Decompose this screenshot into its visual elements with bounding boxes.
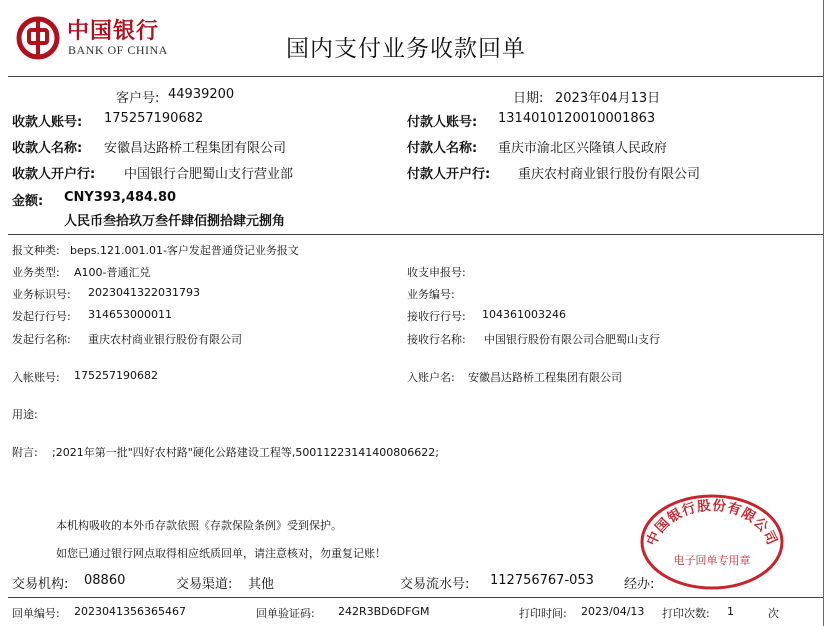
msg-type-label: 报文种类:	[12, 244, 60, 257]
biz-type-label: 业务类型:	[12, 266, 60, 279]
recv-bank-no-label: 接收行行号:	[407, 310, 466, 323]
divider	[8, 76, 823, 77]
payee-bank-label: 收款人开户行:	[12, 167, 96, 182]
payee-name-label: 收款人名称:	[12, 141, 83, 156]
payee-name: 安徽昌达路桥工程集团有限公司	[104, 141, 287, 156]
send-bank-name: 重庆农村商业银行股份有限公司	[88, 333, 242, 346]
msg-type: beps.121.001.01-客户发起普通贷记业务报文	[70, 244, 299, 257]
divider	[8, 597, 823, 598]
biz-id-label: 业务标识号:	[12, 288, 71, 301]
purpose-label: 用途:	[12, 408, 38, 421]
recv-bank-no: 104361003246	[482, 308, 566, 321]
date-label: 日期:	[513, 91, 544, 106]
channel-label: 交易渠道:	[176, 577, 233, 592]
org-label: 交易机构:	[12, 577, 69, 592]
recv-bank-name: 中国银行股份有限公司合肥蜀山支行	[484, 333, 660, 346]
verify-code: 242R3BD6DFGM	[338, 605, 430, 618]
payer-name: 重庆市渝北区兴隆镇人民政府	[498, 141, 668, 156]
customer-no-label: 客户号:	[116, 91, 160, 106]
serial: 112756767-053	[490, 573, 594, 588]
notice-no-duplicate: 如您已通过银行网点取得相应纸质回单，请注意核对，勿重复记账！	[56, 547, 386, 560]
serial-label: 交易流水号:	[400, 577, 470, 592]
in-account-name: 安徽昌达路桥工程集团有限公司	[468, 371, 622, 384]
in-account: 175257190682	[74, 369, 158, 382]
payer-name-label: 付款人名称:	[407, 141, 478, 156]
print-count: 1	[727, 605, 734, 618]
payer-account-label: 付款人账号:	[407, 115, 478, 130]
in-account-name-label: 入账户名:	[407, 371, 455, 384]
print-time-label: 打印时间:	[519, 607, 567, 620]
receipt-no-label: 回单编号:	[12, 607, 60, 620]
divider	[8, 234, 823, 235]
handler-label: 经办:	[624, 577, 655, 592]
customer-no: 44939200	[168, 87, 235, 102]
payer-bank-label: 付款人开户行:	[407, 167, 491, 182]
bank-name-cn: 中国银行	[67, 18, 160, 44]
boc-logo-icon	[16, 16, 60, 60]
payee-account-label: 收款人账号:	[12, 115, 83, 130]
amount-label: 金额:	[12, 194, 44, 209]
org: 08860	[84, 573, 126, 588]
remark: ;2021年第一批"四好农村路"硬化公路建设工程等,50011223141400806622;	[52, 446, 439, 459]
remark-label: 附言:	[12, 446, 38, 459]
amount-words: 人民币叁拾玖万叁仟肆佰捌拾肆元捌角	[64, 214, 286, 229]
payee-account: 175257190682	[104, 111, 204, 126]
date: 2023年04月13日	[555, 91, 661, 106]
pay-ref-label: 收支申报号:	[407, 266, 466, 279]
send-bank-no: 314653000011	[88, 308, 172, 321]
bank-logo	[16, 16, 60, 60]
page-right-border	[823, 0, 824, 626]
amount-value: CNY393,484.80	[64, 190, 177, 205]
channel: 其他	[248, 577, 275, 592]
biz-type: A100-普通汇兑	[74, 266, 151, 279]
recv-bank-name-label: 接收行名称:	[407, 333, 466, 346]
stamp-inner-text: 电子回单专用章	[673, 554, 751, 567]
payer-bank: 重庆农村商业银行股份有限公司	[518, 167, 701, 182]
print-time: 2023/04/13	[581, 605, 645, 618]
send-bank-name-label: 发起行名称:	[12, 333, 71, 346]
payee-bank: 中国银行合肥蜀山支行营业部	[124, 167, 294, 182]
receipt-no: 2023041356365467	[74, 605, 186, 618]
stamp-outer-text: 中国银行股份有限公司	[643, 497, 781, 549]
notice-deposit-insurance: 本机构吸收的本外币存款依照《存款保险条例》受到保护。	[56, 519, 342, 532]
in-account-label: 入帐账号:	[12, 371, 60, 384]
biz-id: 2023041322031793	[88, 286, 200, 299]
print-count-unit: 次	[768, 607, 779, 620]
biz-no-label: 业务编号:	[407, 288, 455, 301]
payer-account: 1314010120010001863	[498, 111, 656, 126]
verify-label: 回单验证码:	[256, 607, 315, 620]
send-bank-no-label: 发起行行号:	[12, 310, 71, 323]
print-count-label: 打印次数:	[662, 607, 710, 620]
bank-name-en: BANK OF CHINA	[68, 43, 168, 57]
stamp-icon	[638, 492, 786, 592]
page-title: 国内支付业务收款回单	[286, 36, 526, 62]
electronic-receipt-stamp	[638, 492, 786, 592]
